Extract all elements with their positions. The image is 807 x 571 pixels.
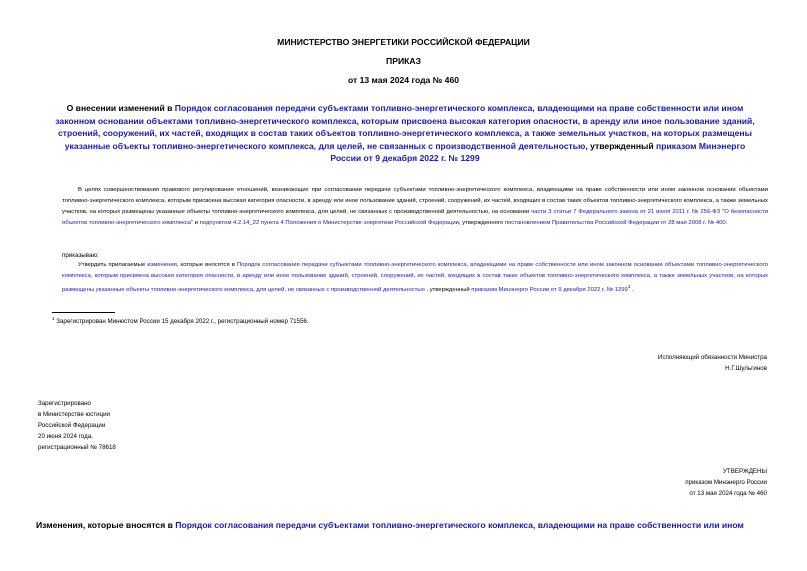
appendix-title: Изменения, которые вносятся в Порядок согласования передачи субъектами топливно-энергетического комплекса, владеющими на праве собственности или ином — [36, 520, 744, 530]
title-link-order-1299[interactable]: приказом Минэнерго России от 9 декабря 2022 г. № 1299 — [330, 140, 746, 163]
footnote-ref[interactable]: 1 — [627, 283, 631, 289]
preamble-paragraph: В целях совершенствования правового регулирования отношений, возникающих при согласовании передачи субъектами топливно-энергетического комплекса, владеющими на праве собственности или ином законном основании объектами топливно-энергетического комплекса, которым присвоена высокая категория опасности, в аренду или иное пользование зданий, строений, сооружений, их частей, входящих в состав таких объектов топливно-энергетического комплекса, а также земельных участков, на которых размещены указанные объекты топливно-энергетического комплекса, для целей, не связанных с производственной деятельностью, на основании части 3 статьи 7 Федерального закона от 21 июля 2011 г. № 256-ФЗ "О безопасности объектов топливно-энергетического комплекса" и подпунктом 4.2.14_22 пункта 4 Положения о Министерстве энергетики Российской Федерации, утвержденного постановлением Правительства Российской Федерации от 28 мая 2008 г. № 400. — [62, 187, 768, 226]
link-procedure[interactable]: Порядок согласования передачи субъектами топливно-энергетического комплекса, владеющими на праве собственности или ином законном основании объектами топливно-энергетического комплекса, которым присвоена высокая категория опасности, в аренду или иное пользование зданий, строений, сооружений, их частей, входящих в состав таких объектов топливно-энергетического комплекса, а также земельных участков, на которых размещены указанные объекты топливно-энергетического комплекса, для целей, не связанных с производственной деятельностью — [62, 262, 768, 293]
footnote: $^1$ Зарегистрирован Минюстом России 15 декабря 2022 г., регистрационный номер 71556. — [52, 316, 309, 326]
link-changes[interactable]: изменения — [147, 262, 177, 268]
signer-name: Н.Г.Шульгинов — [725, 365, 767, 372]
title-link-procedure[interactable]: Порядок согласования передачи субъектами топливно-энергетического комплекса, владеющими на праве собственности или ином законном основании объектами топливно-энергетического комплекса, которым присвоена высокая категория опасности, в аренду или иное пользование зданий, строений, сооружений, их частей, входящих в состав таких объектов топливно-энергетического комплекса, а также земельных участков, на которых размещены указанные объекты топливно-энергетического комплекса, для целей, не связанных с производственной деятельностью — [55, 103, 755, 151]
signer-position: Исполняющий обязанности Министра — [657, 354, 767, 361]
link-government-decree-400[interactable]: постановлением Правительства Российской Федерации от 28 мая 2008 г. № 400 — [504, 219, 726, 226]
link-regulation-ministry[interactable]: подпунктом 4.2.14_22 пункта 4 Положения о Министерстве энергетики Российской Федерации — [199, 219, 459, 226]
order-title — [52, 102, 758, 165]
registration-block: Зарегистрировано в Министерстве юстиции Российской Федерации 20 июня 2024 года, регистрационный № 78618 — [38, 400, 116, 451]
order-paragraph: Утвердить прилагаемые изменения, которые вносятся в Порядок согласования передачи субъектами топливно-энергетического комплекса, владеющими на праве собственности или ином законном основании объектами топливно-энергетического комплекса, которым присвоена высокая категория опасности, в аренду или иное пользование зданий, строений, сооружений, их частей, входящих в состав таких объектов топливно-энергетического комплекса, а также земельных участков, на которых размещены указанные объекты топливно-энергетического комплекса, для целей, не связанных с производственной деятельностью , утвержденный приказом Минэнерго России от 9 декабря 2022 г. № 1299$^1$ . — [62, 262, 768, 293]
link-order-1299[interactable]: приказом Минэнерго России от 9 декабря 2022 г. № 1299 — [471, 286, 628, 293]
ministry-heading: МИНИСТЕРСТВО ЭНЕРГЕТИКИ РОССИЙСКОЙ ФЕДЕРАЦИИ — [277, 37, 530, 47]
link-federal-law-256[interactable]: части 3 статьи 7 Федерального закона от 21 июля 2011 г. № 256-ФЗ "О безопасности объектов топливно-энергетического комплекса" — [62, 208, 768, 226]
signature-block — [658, 352, 767, 374]
order-word: приказываю: — [62, 252, 99, 259]
order-date-number: от 13 мая 2024 года № 460 — [347, 75, 460, 85]
approved-block: УТВЕРЖДЕНЫ приказом Минэнерго России от 13 мая 2024 года № 460 — [685, 468, 767, 497]
appendix-link-procedure[interactable]: Порядок согласования передачи субъектами топливно-энергетического комплекса, владеющими на праве собственности или ином — [175, 520, 744, 530]
title-mid: , утвержденный — [585, 140, 657, 151]
doc-type: ПРИКАЗ — [386, 56, 421, 66]
title-lead: О внесении изменений в — [66, 103, 175, 113]
